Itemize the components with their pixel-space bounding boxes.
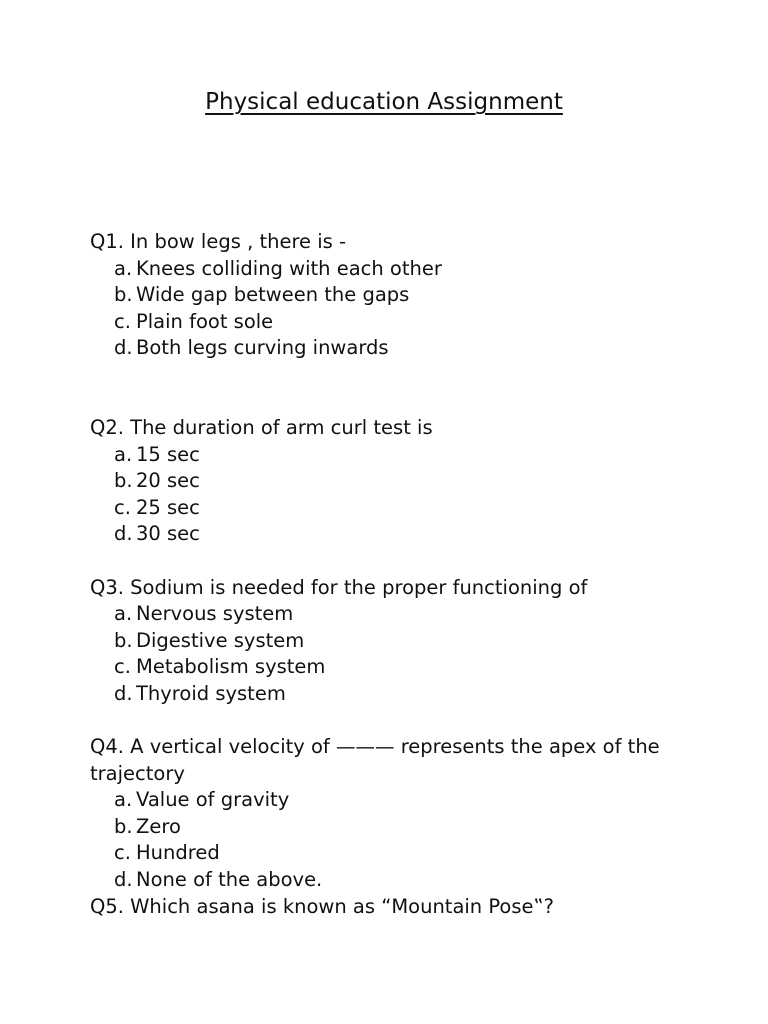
option-letter: b. [114, 628, 133, 652]
option-letter: b. [114, 283, 133, 307]
page-title-text: Physical education Assignment [205, 89, 563, 115]
option-item [90, 787, 690, 814]
question-4 [90, 734, 690, 894]
option-letter: c. [114, 841, 131, 865]
question-2 [90, 415, 690, 548]
option-item [90, 681, 690, 708]
option-item [90, 495, 690, 522]
spacer [90, 708, 690, 735]
spacer [90, 362, 690, 415]
question-5 [90, 894, 690, 921]
option-item [90, 256, 690, 283]
option-letter: a. [114, 602, 133, 626]
option-text: Wide gap between the gaps [136, 283, 410, 307]
option-letter: a. [114, 256, 133, 280]
question-text: Q3. Sodium is needed for the proper functioning of [90, 575, 588, 599]
option-letter: b. [114, 814, 133, 838]
option-item [90, 601, 690, 628]
option-item [90, 521, 690, 548]
option-item [90, 335, 690, 362]
question-text: Q4. A vertical velocity of ——— represents the apex of the trajectory [90, 735, 660, 785]
question-1 [90, 229, 690, 362]
option-letter: c. [114, 309, 131, 333]
option-letter: c. [114, 655, 131, 679]
option-item [90, 468, 690, 495]
option-item [90, 628, 690, 655]
option-letter: d. [114, 681, 133, 705]
option-text: 20 sec [136, 469, 200, 493]
option-item [90, 867, 690, 894]
question-text: Q2. The duration of arm curl test is [90, 415, 433, 439]
option-text: None of the above. [136, 868, 323, 892]
option-list [90, 256, 690, 362]
option-letter: d. [114, 868, 133, 892]
option-letter: a. [114, 442, 133, 466]
question-list [90, 229, 690, 920]
option-text: Value of gravity [136, 788, 290, 812]
option-text: Thyroid system [136, 681, 286, 705]
option-item [90, 840, 690, 867]
option-item [90, 814, 690, 841]
option-letter: d. [114, 336, 133, 360]
option-text: Digestive system [136, 628, 305, 652]
option-list [90, 601, 690, 707]
question-3 [90, 575, 690, 708]
option-text: 15 sec [136, 442, 200, 466]
option-letter: d. [114, 522, 133, 546]
option-letter: a. [114, 788, 133, 812]
question-text: Q5. Which asana is known as “Mountain Pose‟? [90, 894, 554, 918]
option-item [90, 442, 690, 469]
option-text: Plain foot sole [136, 309, 274, 333]
option-letter: c. [114, 495, 131, 519]
option-item [90, 282, 690, 309]
option-text: 30 sec [136, 522, 200, 546]
option-letter: b. [114, 469, 133, 493]
option-text: Zero [136, 814, 181, 838]
option-text: Knees colliding with each other [136, 256, 442, 280]
option-text: Metabolism system [136, 655, 326, 679]
option-text: Hundred [136, 841, 220, 865]
option-text: 25 sec [136, 495, 200, 519]
option-list [90, 787, 690, 893]
option-item [90, 309, 690, 336]
option-list [90, 442, 690, 548]
spacer [90, 548, 690, 575]
question-text: Q1. In bow legs , there is - [90, 230, 347, 253]
option-item [90, 654, 690, 681]
page-title [0, 86, 768, 118]
option-text: Nervous system [136, 602, 294, 626]
option-text: Both legs curving inwards [136, 336, 389, 360]
